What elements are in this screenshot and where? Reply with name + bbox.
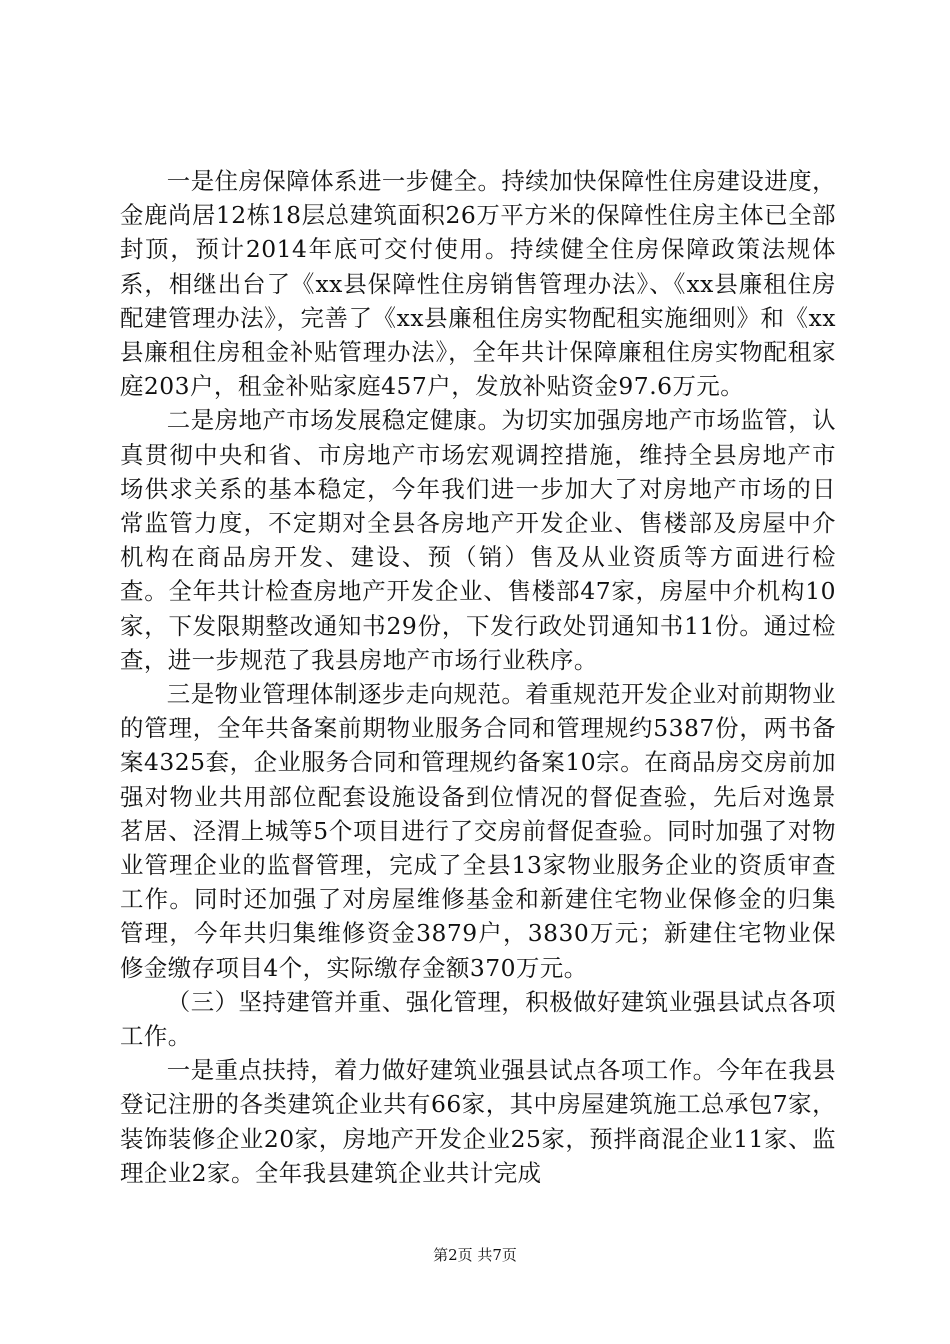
page-number-footer: 第2页 共7页 <box>433 1246 517 1264</box>
document-body <box>120 164 836 1190</box>
paragraph-property-management: 三是物业管理体制逐步走向规范。着重规范开发企业对前期物业的管理，全年共备案前期物业服务合同和管理规约5387份，两书备案4325套，企业服务合同和管理规约备案10宗。在商品房交房前加强对物业共用部位配套设施设备到位情况的督促查验，先后对逸景茗居、泾渭上城等5个项目进行了交房前督促查验。同时加强了对物业管理企业的监督管理，完成了全县13家物业服务企业的资质审查工作。同时还加强了对房屋维修基金和新建住宅物业保修金的归集管理，今年共归集维修资金3879户，3830万元；新建住宅物业保修金缴存项目4个，实际缴存金额370万元。 <box>120 680 836 982</box>
section-heading-construction: （三）坚持建管并重、强化管理，积极做好建筑业强县试点各项工作。 <box>120 987 836 1051</box>
paragraph-construction-pilot: 一是重点扶持，着力做好建筑业强县试点各项工作。今年在我县登记注册的各类建筑企业共有66家，其中房屋建筑施工总承包7家，装饰装修企业20家，房地产开发企业25家，预拌商混企业11家、监理企业2家。全年我县建筑企业共计完成 <box>120 1056 836 1187</box>
paragraph-housing-security: 一是住房保障体系进一步健全。持续加快保障性住房建设进度，金鹿尚居12栋18层总建筑面积26万平方米的保障性住房主体已全部封顶，预计2014年底可交付使用。持续健全住房保障政策法规体系，相继出台了《xx县保障性住房销售管理办法》、《xx县廉租住房配建管理办法》，完善了《xx县廉租住房实物配租实施细则》和《xx县廉租住房租金补贴管理办法》，全年共计保障廉租住房实物配租家庭203户，租金补贴家庭457户，发放补贴资金97.6万元。 <box>120 167 836 401</box>
paragraph-real-estate-market: 二是房地产市场发展稳定健康。为切实加强房地产市场监管，认真贯彻中央和省、市房地产市场宏观调控措施，维持全县房地产市场供求关系的基本稳定，今年我们进一步加大了对房地产市场的日常监管力度，不定期对全县各房地产开发企业、售楼部及房屋中介机构在商品房开发、建设、预（销）售及从业资质等方面进行检查。全年共计检查房地产开发企业、售楼部47家，房屋中介机构10家，下发限期整改通知书29份，下发行政处罚通知书11份。通过检查，进一步规范了我县房地产市场行业秩序。 <box>120 406 836 674</box>
